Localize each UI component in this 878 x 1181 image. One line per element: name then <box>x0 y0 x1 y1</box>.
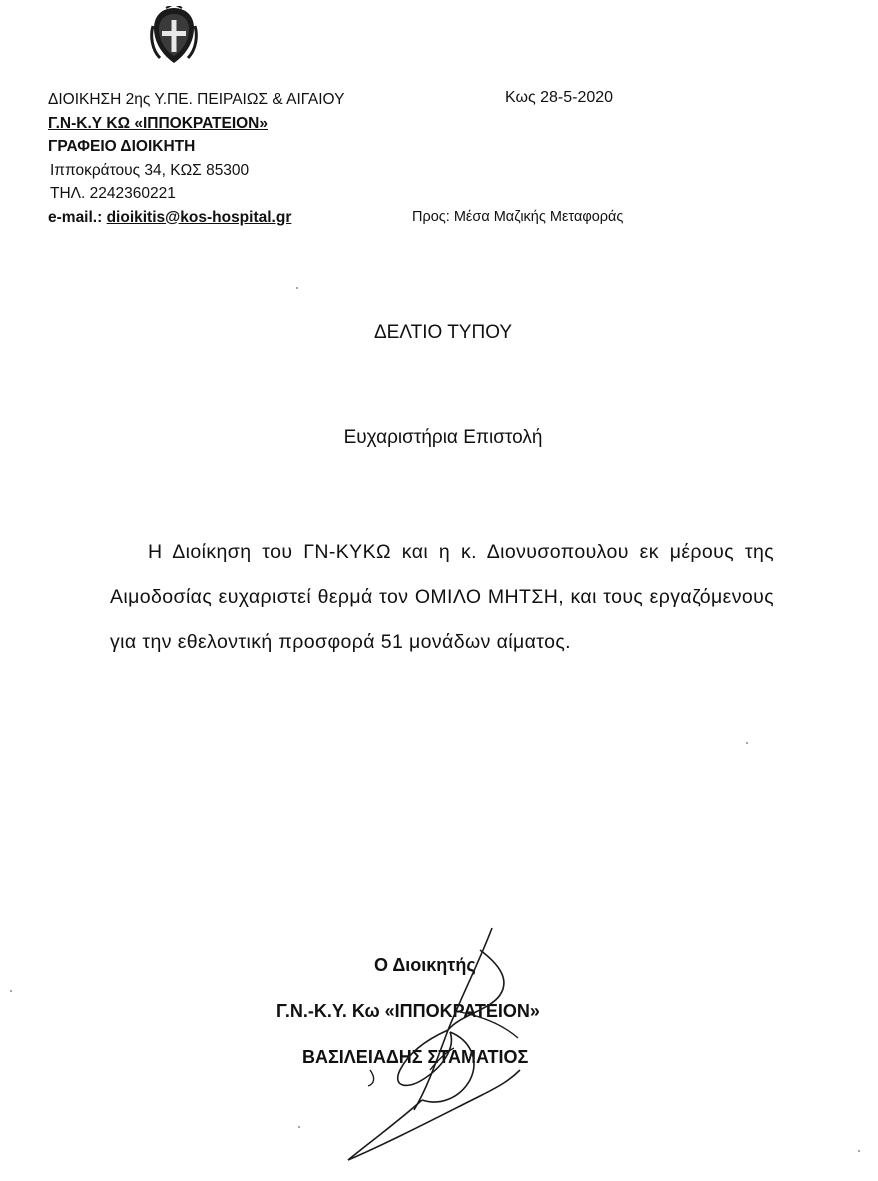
signatory-role: Ο Διοικητής <box>374 955 476 975</box>
letterhead <box>48 88 344 229</box>
document-title: ΔΕΛΤΙΟ ΤΥΠΟΥ <box>373 322 513 343</box>
signatory-name: ΒΑΣΙΛΕΙΑΔΗΣ ΣΤΑΜΑΤΙΟΣ <box>302 1047 529 1067</box>
scan-speck <box>10 990 12 992</box>
recipient-line: Προς: Μέσα Μαζικής Μεταφοράς <box>412 209 624 225</box>
signatory-organization: Γ.Ν.-Κ.Υ. Κω «ΙΠΠΟΚΡΑΤΕΙΟΝ» <box>276 1001 540 1021</box>
scan-speck <box>296 287 298 289</box>
greek-coat-of-arms-icon <box>148 6 200 66</box>
phone-line: ΤΗΛ. 2242360221 <box>50 185 176 202</box>
scan-speck <box>858 1150 860 1152</box>
email-link[interactable]: dioikitis@kos-hospital.gr <box>106 208 292 226</box>
hospital-name: Γ.Ν-Κ.Υ ΚΩ «ΙΠΠΟΚΡΑΤΕΙΟΝ» <box>48 114 268 132</box>
document-subtitle: Ευχαριστήρια Επιστολή <box>343 427 543 448</box>
letter-body: Η Διοίκηση του ΓΝ-ΚΥΚΩ και η κ. Διονυσοπουλου εκ μέρους της Αιμοδοσίας ευχαριστεί θερμά τον ΟΜΙΛΟ ΜΗΤΣΗ, και τους εργαζόμενους για την εθελοντική προσφορά 51 μονάδων αίματος. <box>110 541 774 653</box>
signature-block <box>250 942 650 1080</box>
email-label: e-mail.: <box>48 208 103 226</box>
date-line: Κως 28-5-2020 <box>505 89 614 106</box>
address-line: Ιπποκράτους 34, ΚΩΣ 85300 <box>50 161 250 179</box>
scan-speck <box>298 1126 300 1128</box>
scan-speck <box>746 742 748 744</box>
office-name: ΓΡΑΦΕΙΟ ΔΙΟΙΚΗΤΗ <box>48 138 196 155</box>
authority-line: ΔΙΟΙΚΗΣΗ 2ης Υ.ΠΕ. ΠΕΙΡΑΙΩΣ & ΑΙΓΑΙΟΥ <box>48 91 345 108</box>
